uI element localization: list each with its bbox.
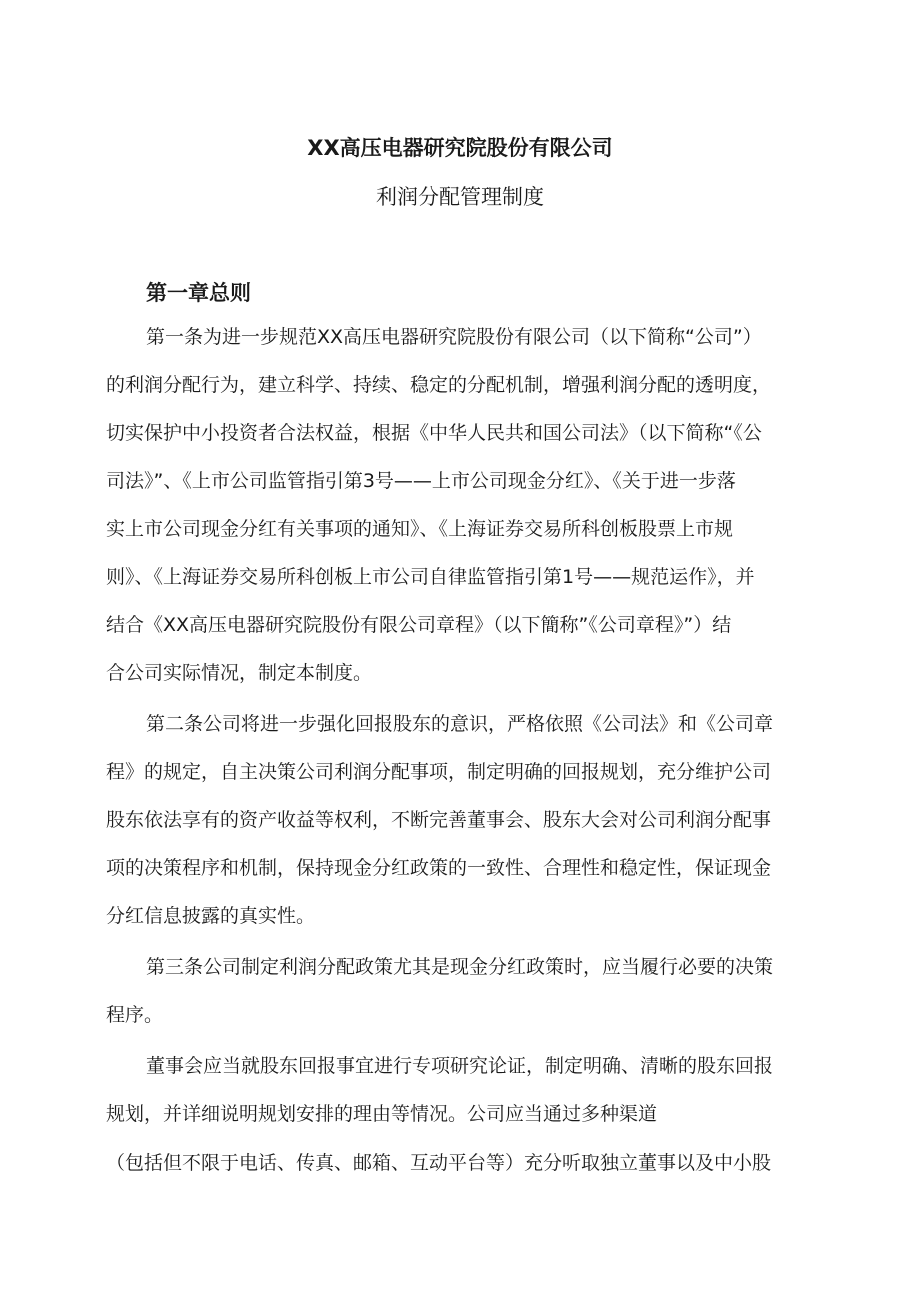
paragraph-line: 实上市公司现金分红有关事项的通知》、《上海证券交易所科创板股票上市规	[106, 518, 734, 540]
paragraph-line: （包括但不限于电话、传真、邮箱、互动平台等）充分听取独立董事以及中小股	[106, 1152, 772, 1174]
paragraph-line: 切实保护中小投资者合法权益，根据《中华人民共和国公司法》（以下简称“《公	[106, 422, 762, 444]
paragraph-line: 结合《XX高压电器研究院股份有限公司章程》（以下簡称”《公司章程》”）结	[106, 614, 732, 636]
paragraph-line: 第一条为进一步规范XX高压电器研究院股份有限公司（以下简称“公司”）	[146, 326, 762, 348]
paragraph-line: 的利润分配行为，建立科学、持续、稳定的分配机制，增强利润分配的透明度，	[106, 374, 772, 396]
paragraph-line: 合公司实际情况，制定本制度。	[106, 662, 373, 684]
paragraph-line: 第二条公司将进一步强化回报股东的意识，严格依照《公司法》和《公司章	[146, 713, 774, 735]
paragraph-line: 项的决策程序和机制，保持现金分红政策的一致性、合理性和稳定性，保证现金	[106, 857, 772, 879]
paragraph-line: 股东依法享有的资产收益等权利，不断完善董事会、股东大会对公司利润分配事	[106, 809, 772, 831]
paragraph-line: 程》的规定，自主决策公司利润分配事项，制定明确的回报规划，充分维护公司	[106, 761, 772, 783]
chapter-heading: 第一章总则	[146, 281, 251, 305]
document-subtitle: 利润分配管理制度	[376, 185, 544, 209]
paragraph-line: 第三条公司制定利润分配政策尤其是现金分红政策时，应当履行必要的决策	[146, 956, 774, 978]
document-title: XX高压电器研究院股份有限公司	[307, 136, 613, 160]
paragraph-line: 规划，并详细说明规划安排的理由等情况。公司应当通过多种渠道	[106, 1103, 658, 1125]
paragraph-line: 董事会应当就股东回报事宜进行专项研究论证，制定明确、清晰的股东回报	[146, 1055, 774, 1077]
paragraph-line: 则》、《上海证券交易所科创板上市公司自律监管指引第1号——规范运作》，并	[106, 566, 755, 588]
paragraph-line: 分红信息披露的真实性。	[106, 905, 316, 927]
paragraph-line: 程序。	[106, 1004, 164, 1026]
paragraph-line: 司法》”、《上市公司监管指引第3号——上市公司现金分红》、《关于进一步落	[106, 470, 736, 492]
